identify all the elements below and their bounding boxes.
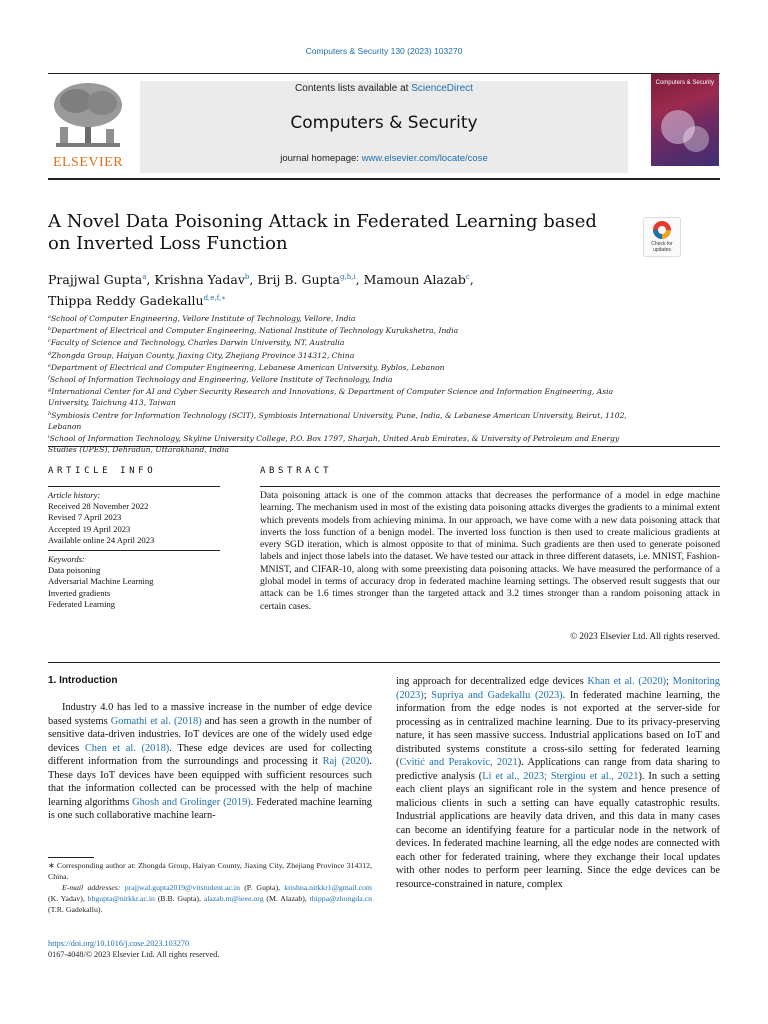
body-text: Industry 4.0 has led to a massive increase in the number of edge device based systems <box>48 702 372 727</box>
email-link[interactable]: prajjwal.gupta2019@vitstudent.ac.in <box>124 883 240 892</box>
email-owner: (M. Alazab), <box>263 894 310 903</box>
author-separator: , <box>355 272 364 287</box>
corresponding-author-note: ∗ Corresponding author at: Zhongda Group, Haiyan County, Jiaxing City, Zhejiang Province 314312, China. <box>48 861 372 881</box>
email-owner: (B.B. Gupta), <box>154 894 204 903</box>
citation-link[interactable]: Chen et al. (2018) <box>84 742 170 754</box>
issn-line: 0167-4048/© 2023 Elsevier Ltd. All rights reserved. <box>48 950 220 959</box>
affiliation-marker: h <box>48 410 52 417</box>
affiliation-marker: f <box>48 375 50 382</box>
citation-link[interactable]: Monitoring (2023) <box>396 676 720 701</box>
affiliation-text: School of Computer Engineering, Vellore Institute of Technology, Vellore, India <box>50 314 356 323</box>
journal-banner <box>140 81 628 173</box>
citation-link[interactable]: Cvitić and Perakovic, 2021 <box>399 757 518 768</box>
body-text: . Federated machine learning is one such collaborative machine learn- <box>48 796 373 821</box>
author-affiliation-marker[interactable]: b <box>244 273 250 281</box>
body-text: ing approach for decentralized edge devices <box>396 676 588 687</box>
email-link[interactable]: bbgupta@nitkkr.ac.in <box>87 894 155 903</box>
abstract-text: Data poisoning attack is one of the common attacks that decreases the performance of a model in edge machine learning. The mechanism used in most of the existing data poisoning attacks diverges the gradients to a minimal extent which prevents models from achieving minima. In our approach, we have come with a new data poisoning attack that inverts the loss function of a benign model. The inverted loss function is then used to create malicious gradients at every SGD iteration, which is almost opposite to that of minima. Such gradients are then used to generate poisoned labels and inject those labels into the dataset. We have tested our attack in three different datasets, i.e. MNIST, Fashion-MNIST, and CIFAR-10, along with some preexisting data poisoning attacks. We have measured the performance of a global model in terms of accuracy drop in federated machine learning settings. The observed result suggests that our attack can be 1.6 times stronger than the targeted attack and 3.2 times stronger than a random poisoning attack in certain cases. <box>260 490 720 612</box>
author-name[interactable]: Mamoun Alazab <box>363 272 466 287</box>
intro-right-column <box>396 675 720 891</box>
cover-title: Computers & Security <box>655 80 714 86</box>
author-name[interactable]: Thippa Reddy Gadekallu <box>48 293 204 308</box>
affiliation <box>48 312 648 324</box>
body-text: ; <box>666 676 673 687</box>
author-name[interactable]: Krishna Yadav <box>154 272 245 287</box>
history-item: Received 28 November 2022 <box>48 501 149 512</box>
body-text: ). Applications can range from data sharing to predictive analysis ( <box>396 757 721 782</box>
body-text: . These edge devices are used for collecting different information from the surroundings and processing it <box>48 742 372 767</box>
section-heading-introduction: 1. Introduction <box>48 675 118 686</box>
check-updates-icon <box>653 221 671 239</box>
citation-link[interactable]: Ghosh and Grolinger (2019) <box>132 796 251 808</box>
keyword[interactable]: Adversarial Machine Learning <box>48 576 154 587</box>
journal-citation[interactable]: Computers & Security 130 (2023) 103270 <box>305 46 463 56</box>
email-label: E-mail addresses: <box>62 883 125 892</box>
body-text: . In federated machine learning, the information from the edge nodes is not exported at the server-side for processing as in centralized machine learning. Due to its privacy-preserving nature, it has seen massive success. Industrial applications based on IoT and distributed systems constitute a cross-silo setting for federated learning ( <box>396 689 720 768</box>
doi-block <box>48 938 219 960</box>
affiliation <box>48 361 648 373</box>
affiliation-marker: e <box>48 362 51 369</box>
contents-line: Contents lists available at ScienceDirect <box>295 83 473 94</box>
affiliation-text: Faculty of Science and Technology, Charles Darwin University, NT, Australia <box>50 338 345 348</box>
affiliation <box>48 373 648 385</box>
body-text: ; <box>423 689 432 701</box>
divider <box>48 446 720 447</box>
author-affiliation-marker[interactable]: d,e,f,∗ <box>203 294 226 302</box>
affiliation-text: Department of Electrical and Computer Engineering, Lebanese American University, Byblos, Lebanon <box>50 362 445 372</box>
email-owner: (K. Yadav), <box>48 894 88 903</box>
citation-link[interactable]: Supriya and Gadekallu (2023) <box>431 689 563 701</box>
affiliation <box>48 349 648 361</box>
email-owner: (P. Gupta), <box>239 883 285 892</box>
history-item: Accepted 19 April 2023 <box>48 523 131 534</box>
paper-title: A Novel Data Poisoning Attack in Federated Learning based on Inverted Loss Function <box>48 211 597 254</box>
affiliation-text: International Center for AI and Cyber Security Research and Innovations, & Department of Computer Science and Information Engineering, Asia University, Taichung 413, Taiwan <box>48 387 614 408</box>
email-owner: (T.R. Gadekallu). <box>48 905 103 914</box>
footnote-divider <box>48 857 94 858</box>
sciencedirect-link[interactable]: ScienceDirect <box>411 83 473 94</box>
history-label: Article history: <box>48 490 101 500</box>
affiliation-marker: b <box>48 326 52 333</box>
affiliation <box>48 324 648 336</box>
info-divider <box>48 486 220 487</box>
body-text: and has seen a growth in the number of sensitive data-driven industries. IoT devices are one of the widely used edge devices <box>48 715 372 754</box>
affiliation <box>48 385 648 408</box>
publisher-name: ELSEVIER <box>52 155 124 170</box>
doi-link[interactable]: https://doi.org/10.1016/j.cose.2023.103270 <box>48 939 190 948</box>
body-text: ). In such a setting each client plays an significant role in the system and hence presence of malicious clients in such a setting can have equally catastrophic results. Industrial applications are heavily data driven, and this data in many cases can become an identifying feature for a particular node in the network of devices. In federated machine learning, all the edge nodes are connected with each other for federated training, where they exchange their local updates with other nodes to perform peer learning. Since the edge devices can be resource-constrained in nature, complex <box>396 770 721 890</box>
keywords <box>48 554 220 610</box>
citation-link[interactable]: Gomathi et al. (2018) <box>110 715 202 727</box>
article-info-heading: ARTICLE INFO <box>48 466 157 476</box>
keyword[interactable]: Data poisoning <box>48 565 101 576</box>
keywords-label: Keywords: <box>48 554 85 564</box>
affiliation-text: School of Information Technology, Skyline University College, P.O. Box 1797, Sharjah, United Arab Emirates, & University of Petroleum and Energy Studies (UPES), Dehradun, Uttarakhand, India <box>48 434 620 455</box>
affiliation-marker: i <box>48 434 50 441</box>
check-for-updates-button[interactable] <box>643 217 681 257</box>
author-separator: , <box>249 272 258 287</box>
footnote <box>48 860 372 915</box>
abstract-copyright: © 2023 Elsevier Ltd. All rights reserved. <box>570 631 720 641</box>
affiliation-marker: g <box>48 387 52 394</box>
affiliation-text: School of Information Technology and Engineering, Vellore Institute of Technology, India <box>49 375 393 385</box>
keyword[interactable]: Inverted gradients <box>48 587 111 598</box>
elsevier-logo[interactable] <box>48 79 128 171</box>
affiliation-text: Department of Electrical and Computer Engineering, National Institute of Technology Kurukshetra, India <box>51 326 459 336</box>
affiliation-marker: a <box>48 314 51 320</box>
abstract-heading: ABSTRACT <box>260 466 333 476</box>
author-separator: , <box>469 272 474 287</box>
history-item: Available online 24 April 2023 <box>48 534 155 545</box>
email-link[interactable]: krishna.nitkkr1@gmail.com <box>284 883 372 892</box>
article-history <box>48 490 220 546</box>
check-updates-label: Check for updates <box>651 241 673 253</box>
affiliation-text: Symbiosis Centre for Information Technology (SCIT), Symbiosis International University, Pune, India, & Lebanese American University, Beirut, 1102, Lebanon <box>48 410 627 431</box>
affiliation <box>48 432 648 455</box>
abstract-divider <box>260 486 720 487</box>
keyword[interactable]: Federated Learning <box>48 598 116 609</box>
journal-title: Computers & Security <box>290 113 478 133</box>
citation-link[interactable]: Raj (2020) <box>322 756 370 767</box>
email-link[interactable]: alazab.m@ieee.org <box>203 894 264 903</box>
affiliation-marker: c <box>48 338 51 345</box>
history-item: Revised 7 April 2023 <box>48 512 122 523</box>
tree-icon <box>48 79 128 153</box>
author-name[interactable]: Prajjwal Gupta <box>48 272 143 287</box>
author-affiliation-marker[interactable]: g,h,i <box>339 273 356 281</box>
affiliation <box>48 336 648 348</box>
citation-link[interactable]: Khan et al. (2020) <box>587 676 667 687</box>
affiliation-list <box>48 312 648 455</box>
intro-left-column <box>48 701 372 823</box>
author-affiliation-marker[interactable]: a <box>142 273 147 281</box>
author-name[interactable]: Brij B. Gupta <box>257 272 340 287</box>
affiliation <box>48 409 648 432</box>
journal-cover-image[interactable] <box>651 74 719 166</box>
homepage-link[interactable]: www.elsevier.com/locate/cose <box>361 153 488 164</box>
author-affiliation-marker[interactable]: c <box>465 273 470 281</box>
affiliation-marker: d <box>48 350 52 357</box>
divider <box>48 662 720 663</box>
author-separator: , <box>146 272 155 287</box>
homepage-line: journal homepage: www.elsevier.com/locate/cose <box>280 153 488 164</box>
author-list <box>48 268 708 310</box>
email-addresses <box>48 882 372 915</box>
citation-link[interactable]: Li et al., 2023; Stergiou et al., 2021 <box>482 770 639 782</box>
info-divider <box>48 550 220 551</box>
body-text: . These days IoT devices have been equipped with sufficient resources such that the information collected can be processed with the help of machine learning algorithms <box>48 756 372 808</box>
email-link[interactable]: thippa@zhongda.cn <box>309 894 372 903</box>
affiliation-text: Zhongda Group, Haiyan County, Jiaxing City, Zhejiang Province 314312, China <box>51 350 355 360</box>
